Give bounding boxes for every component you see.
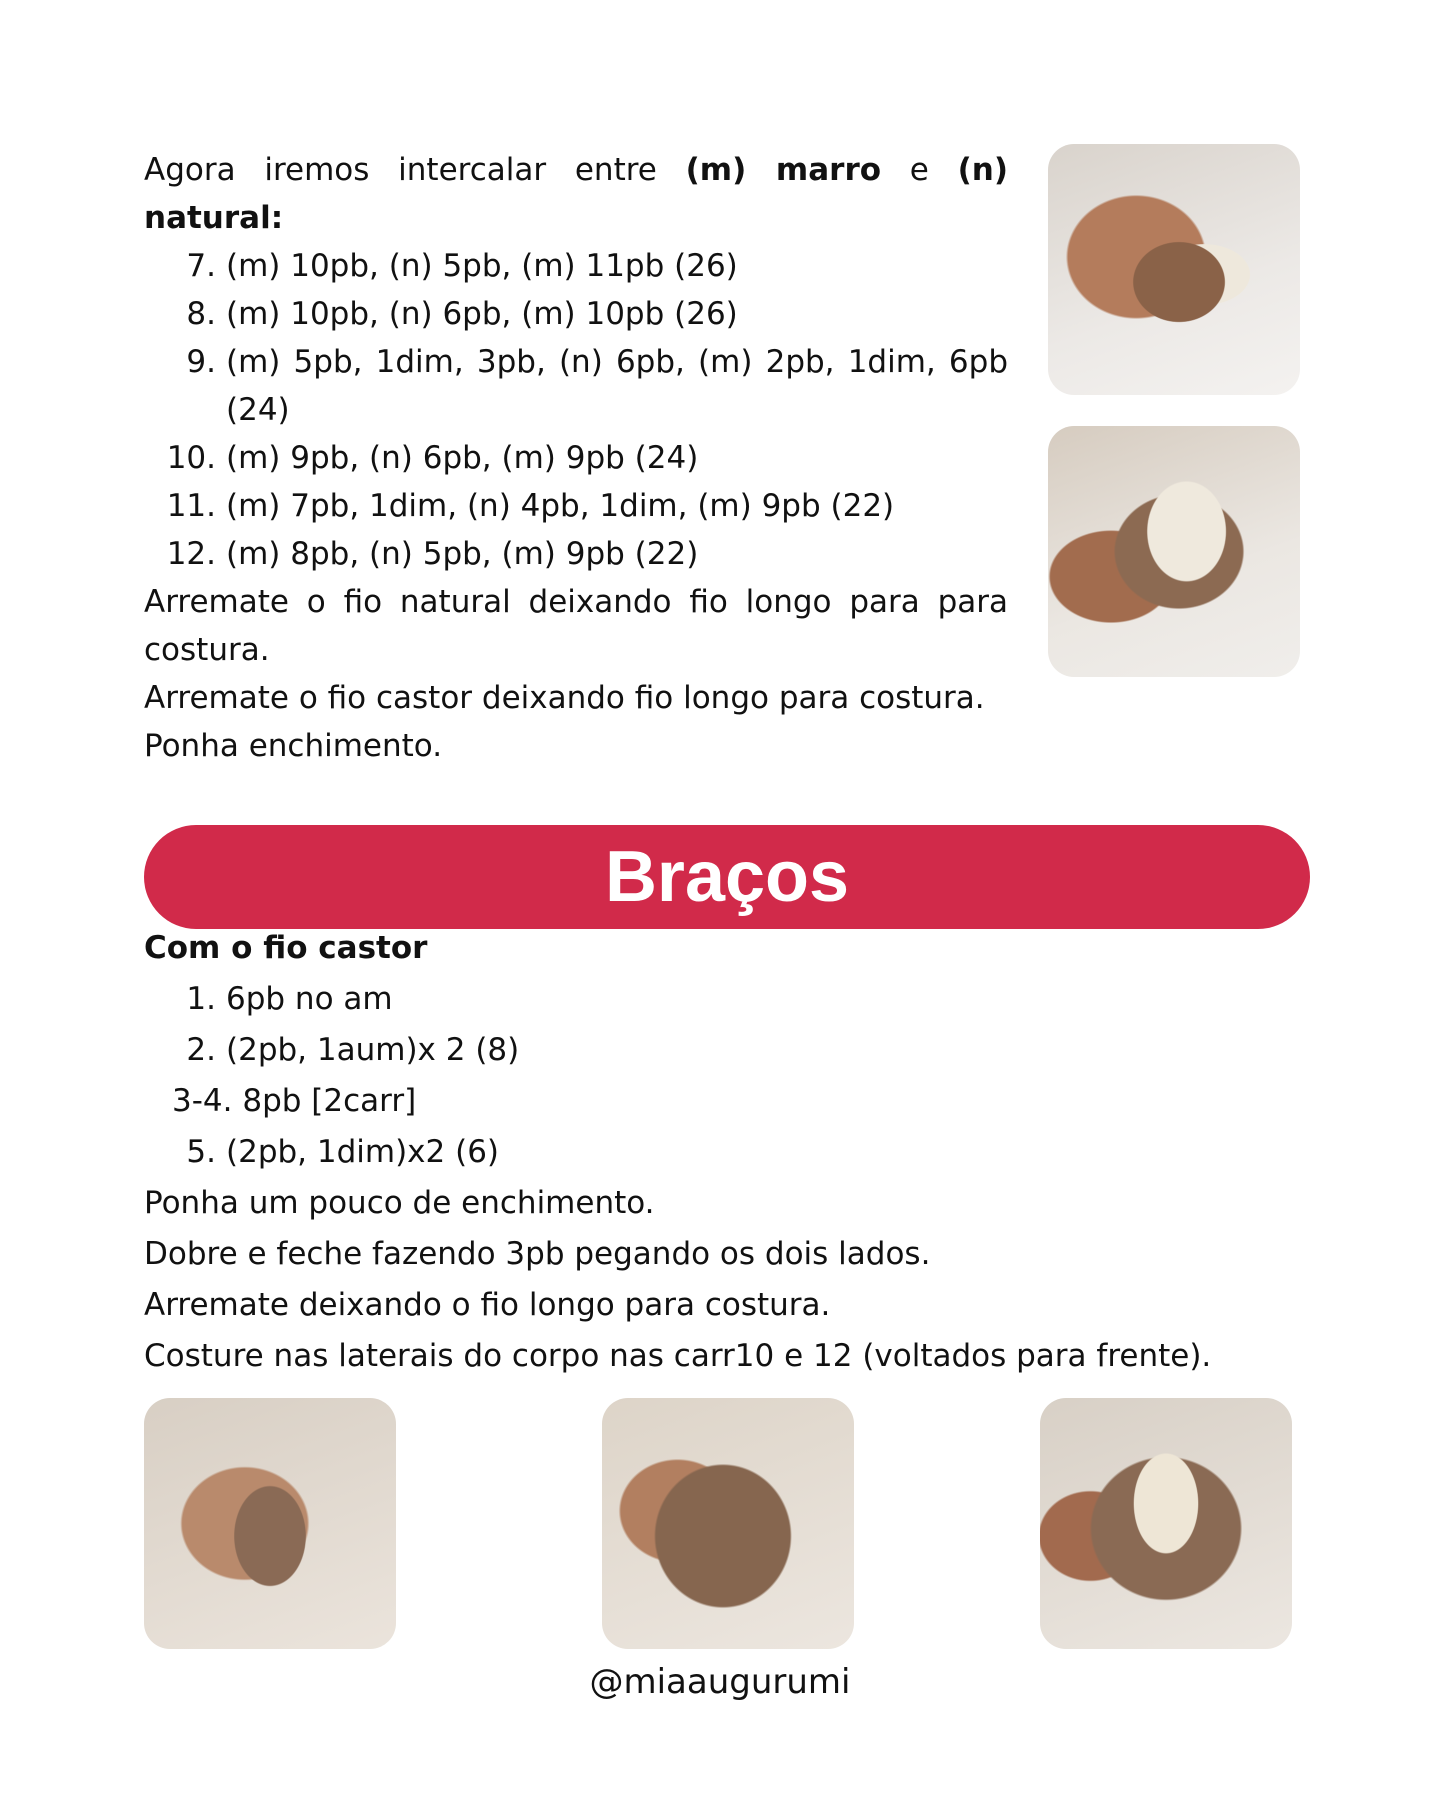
- row-number: 1.: [186, 981, 216, 1017]
- row-number: 12.: [166, 536, 216, 572]
- row-number: 5.: [186, 1134, 216, 1170]
- row-text: (m) 7pb, 1dim, (n) 4pb, 1dim, (m) 9pb (22): [226, 488, 895, 524]
- row-number: 9.: [186, 344, 216, 380]
- section-banner: [144, 825, 1310, 929]
- row-text: (m) 10pb, (n) 5pb, (m) 11pb (26): [226, 248, 738, 284]
- row-text: (m) 10pb, (n) 6pb, (m) 10pb (26): [226, 296, 738, 332]
- intro-part: Agora iremos intercalar entre: [144, 152, 686, 188]
- row-text: (m) 9pb, (n) 6pb, (m) 9pb (24): [226, 440, 699, 476]
- author-handle: @miaaugurumi: [589, 1662, 851, 1702]
- row-item: [144, 1127, 1344, 1178]
- row-number: 2.: [186, 1032, 216, 1068]
- instructions-arms: [144, 923, 1344, 1382]
- section-subtitle: Com o fio castor: [144, 930, 428, 966]
- row-item: [144, 290, 1008, 338]
- row-item: [144, 1076, 1344, 1127]
- intro-text: [144, 146, 1008, 242]
- note-text: Ponha enchimento.: [144, 728, 443, 764]
- row-text: 3-4. 8pb [2carr]: [172, 1083, 417, 1119]
- progress-photo: [1048, 144, 1300, 395]
- row-item: [144, 338, 1008, 434]
- progress-photo: [144, 1398, 396, 1649]
- row-item: [144, 434, 1008, 482]
- row-text: 6pb no am: [226, 981, 393, 1017]
- row-number: 8.: [186, 296, 216, 332]
- intro-bold: (m) marro: [685, 152, 882, 188]
- note-text: Costure nas laterais do corpo nas carr10 e 12 (voltados para frente).: [144, 1338, 1212, 1374]
- row-text: (2pb, 1dim)x2 (6): [226, 1134, 500, 1170]
- row-number: 10.: [166, 440, 216, 476]
- note-text: Dobre e feche fazendo 3pb pegando os dois lados.: [144, 1236, 931, 1272]
- row-text: (m) 8pb, (n) 5pb, (m) 9pb (22): [226, 536, 699, 572]
- row-number: 11.: [166, 488, 216, 524]
- progress-photo: [1040, 1398, 1292, 1649]
- note-text: Arremate deixando o fio longo para costura.: [144, 1287, 831, 1323]
- note-text: Ponha um pouco de enchimento.: [144, 1185, 655, 1221]
- progress-photo: [1048, 426, 1300, 677]
- instructions-top: [144, 146, 1008, 770]
- row-item: [144, 530, 1008, 578]
- row-item: [144, 1025, 1344, 1076]
- row-item: [144, 482, 1008, 530]
- row-item: [144, 974, 1344, 1025]
- row-text: (m) 5pb, 1dim, 3pb, (n) 6pb, (m) 2pb, 1dim, 6pb (24): [226, 344, 1008, 428]
- note-text: Arremate o fio natural deixando fio longo para para costura.: [144, 584, 1008, 668]
- note-text: Arremate o fio castor deixando fio longo para costura.: [144, 680, 985, 716]
- row-item: [144, 242, 1008, 290]
- intro-part: e: [881, 152, 958, 188]
- progress-photo: [602, 1398, 854, 1649]
- row-number: 7.: [186, 248, 216, 284]
- section-title: Braços: [604, 837, 850, 917]
- intro-bold: (n) natural:: [144, 152, 1009, 236]
- row-text: (2pb, 1aum)x 2 (8): [226, 1032, 520, 1068]
